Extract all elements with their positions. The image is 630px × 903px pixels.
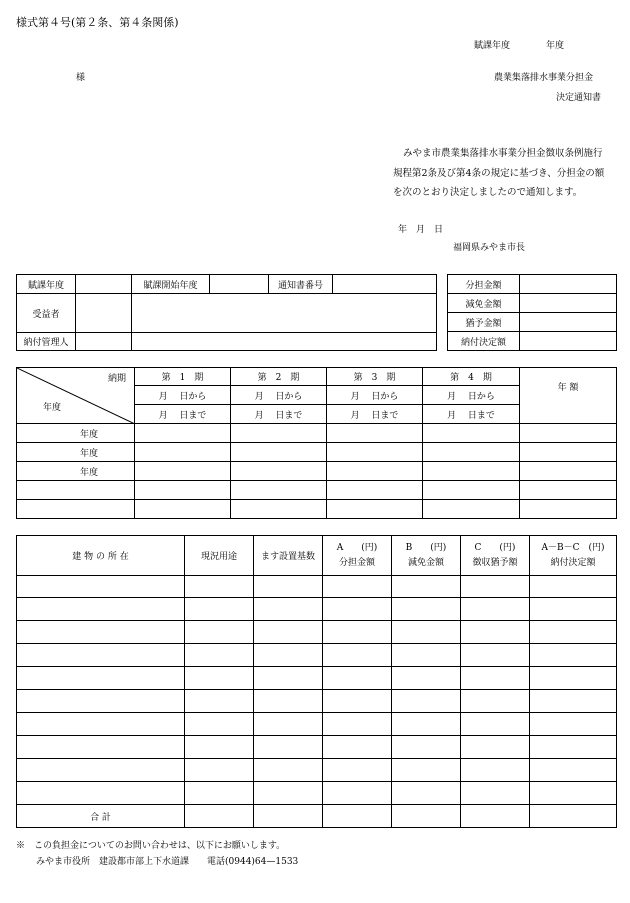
col-b-header [392, 536, 461, 576]
deferral-label: 猶予金額 [448, 313, 520, 332]
building-cell[interactable] [185, 713, 254, 736]
location-header: 建 物 の 所 在 [17, 536, 185, 576]
table-row [17, 736, 617, 759]
beneficiary-cell-2[interactable] [132, 294, 437, 333]
building-cell[interactable] [392, 598, 461, 621]
schedule-cell[interactable] [423, 443, 520, 462]
building-cell[interactable] [185, 598, 254, 621]
total-row [17, 805, 617, 828]
date-line: 年 月 日 [398, 225, 444, 235]
building-cell[interactable] [323, 782, 392, 805]
total-cell[interactable] [530, 805, 617, 828]
period-3-from: 月 日から [327, 386, 423, 405]
building-cell[interactable] [461, 621, 530, 644]
building-cell[interactable] [323, 598, 392, 621]
building-cell[interactable] [461, 736, 530, 759]
building-cell[interactable] [17, 759, 185, 782]
annual-header: 年 額 [520, 368, 617, 424]
building-cell[interactable] [461, 576, 530, 598]
schedule-cell[interactable] [135, 462, 231, 481]
building-cell[interactable] [392, 621, 461, 644]
form-title: 様式第４号(第２条、第４条関係) [16, 16, 179, 29]
building-cell[interactable] [185, 736, 254, 759]
building-cell[interactable] [323, 736, 392, 759]
table-row [17, 462, 617, 481]
doc-title-line1: 農業集落排水事業分担金 [494, 73, 594, 83]
total-cell[interactable] [392, 805, 461, 828]
notice-no-cell[interactable] [333, 275, 437, 294]
building-cell[interactable] [17, 782, 185, 805]
building-cell[interactable] [530, 576, 617, 598]
fiscal-year-suffix: 年度 [546, 41, 565, 51]
building-cell[interactable] [17, 690, 185, 713]
payment-manager-cell-2[interactable] [132, 333, 437, 351]
building-cell[interactable] [461, 667, 530, 690]
schedule-cell[interactable] [520, 443, 617, 462]
table-row [17, 713, 617, 736]
schedule-cell[interactable] [520, 462, 617, 481]
payment-manager-header: 納付管理人 [17, 333, 76, 351]
payment-decision-cell[interactable] [520, 332, 617, 351]
building-cell[interactable] [530, 782, 617, 805]
schedule-cell[interactable] [327, 462, 423, 481]
schedule-cell[interactable] [520, 481, 617, 500]
building-cell[interactable] [530, 759, 617, 782]
schedule-cell[interactable] [231, 481, 327, 500]
col-a-head: A (円) [336, 542, 378, 553]
table-row [17, 667, 617, 690]
schedule-diagonal-header [17, 368, 135, 424]
schedule-cell[interactable] [17, 481, 135, 500]
col-b-head: B (円) [405, 542, 447, 553]
building-cell[interactable] [392, 736, 461, 759]
period-4-from: 月 日から [423, 386, 520, 405]
schedule-cell[interactable] [135, 481, 231, 500]
building-cell[interactable] [323, 713, 392, 736]
building-cell[interactable] [461, 782, 530, 805]
table-row [17, 424, 617, 443]
building-cell[interactable] [323, 621, 392, 644]
fiscal-year-label: 賦課年度 [474, 41, 511, 51]
total-label: 合 計 [17, 805, 185, 828]
notice-no-header: 通知書番号 [269, 275, 333, 294]
building-cell[interactable] [392, 759, 461, 782]
schedule-cell[interactable] [231, 424, 327, 443]
building-cell[interactable] [185, 644, 254, 667]
building-cell[interactable] [323, 759, 392, 782]
body-line-2: 規程第2条及び第4条の規定に基づき、分担金の額 [393, 168, 605, 179]
period-1-header: 第 1 期 [135, 368, 231, 386]
col-a-header [323, 536, 392, 576]
schedule-cell[interactable] [327, 424, 423, 443]
schedule-cell[interactable] [327, 443, 423, 462]
schedule-cell[interactable] [423, 481, 520, 500]
start-year-cell[interactable] [210, 275, 269, 294]
building-cell[interactable] [461, 690, 530, 713]
building-cell[interactable] [530, 667, 617, 690]
building-cell[interactable] [185, 690, 254, 713]
period-4-header: 第 4 期 [423, 368, 520, 386]
addressee-suffix: 様 [76, 73, 86, 83]
building-cell[interactable] [185, 782, 254, 805]
building-cell[interactable] [392, 644, 461, 667]
schedule-cell[interactable] [327, 481, 423, 500]
table-row [17, 500, 617, 519]
building-cell[interactable] [17, 667, 185, 690]
table-row [17, 481, 617, 500]
building-cell[interactable] [254, 598, 323, 621]
building-cell[interactable] [17, 644, 185, 667]
diag-bottom-label: 年度 [43, 403, 62, 413]
schedule-cell[interactable] [520, 424, 617, 443]
col-c-header [461, 536, 530, 576]
total-cell[interactable] [461, 805, 530, 828]
diag-top-label: 納期 [107, 374, 126, 384]
building-cell[interactable] [17, 736, 185, 759]
schedule-cell[interactable] [135, 443, 231, 462]
deferral-cell[interactable] [520, 313, 617, 332]
footer-note: ※ この負担金についてのお問い合わせは、以下にお願いします。 [16, 841, 286, 851]
building-cell[interactable] [185, 576, 254, 598]
info-table [16, 274, 437, 351]
period-3-to: 月 日まで [327, 405, 423, 424]
schedule-cell[interactable] [231, 462, 327, 481]
table-row [17, 576, 617, 598]
building-cell[interactable] [254, 667, 323, 690]
body-line-3: を次のとおり決定しましたので通知します。 [393, 187, 583, 198]
building-cell[interactable] [254, 621, 323, 644]
period-2-to: 月 日まで [231, 405, 327, 424]
beneficiary-cell-1[interactable] [76, 294, 132, 333]
start-year-header: 賦課開始年度 [132, 275, 210, 294]
col-d-name: 納付決定額 [550, 557, 596, 568]
building-cell[interactable] [323, 667, 392, 690]
total-cell[interactable] [254, 805, 323, 828]
building-cell[interactable] [17, 598, 185, 621]
building-cell[interactable] [17, 621, 185, 644]
building-cell[interactable] [461, 644, 530, 667]
building-cell[interactable] [323, 644, 392, 667]
fiscal-year-header: 賦課年度 [17, 275, 76, 294]
building-cell[interactable] [17, 576, 185, 598]
col-c-head: C (円) [474, 542, 516, 553]
building-cell[interactable] [323, 690, 392, 713]
building-cell[interactable] [254, 713, 323, 736]
row-year-label: 年度 [17, 462, 135, 481]
usage-header: 現況用途 [185, 536, 254, 576]
building-cell[interactable] [530, 690, 617, 713]
payment-decision-label: 納付決定額 [448, 332, 520, 351]
amount-cell[interactable] [520, 275, 617, 294]
table-row [17, 621, 617, 644]
table-row [17, 443, 617, 462]
building-cell[interactable] [254, 759, 323, 782]
schedule-cell[interactable] [423, 462, 520, 481]
building-cell[interactable] [17, 713, 185, 736]
building-cell[interactable] [392, 782, 461, 805]
table-row [17, 598, 617, 621]
payment-manager-cell-1[interactable] [76, 333, 132, 351]
building-cell[interactable] [254, 690, 323, 713]
schedule-cell[interactable] [423, 424, 520, 443]
period-3-header: 第 3 期 [327, 368, 423, 386]
building-cell[interactable] [323, 576, 392, 598]
total-cell[interactable] [323, 805, 392, 828]
table-row [17, 690, 617, 713]
building-cell[interactable] [185, 621, 254, 644]
row-year-label: 年度 [17, 424, 135, 443]
footer-contact: みやま市役所 建設都市部上下水道課 電話(0944)64—1533 [36, 857, 299, 867]
building-cell[interactable] [185, 759, 254, 782]
building-cell[interactable] [530, 644, 617, 667]
building-table [16, 535, 617, 828]
building-cell[interactable] [392, 713, 461, 736]
col-b-name: 減免金額 [407, 557, 444, 568]
period-1-from: 月 日から [135, 386, 231, 405]
amount-label: 分担金額 [448, 275, 520, 294]
building-cell[interactable] [530, 598, 617, 621]
building-cell[interactable] [461, 759, 530, 782]
building-cell[interactable] [392, 576, 461, 598]
schedule-cell[interactable] [135, 500, 231, 519]
col-a-name: 分担金額 [338, 557, 375, 568]
fiscal-year-cell[interactable] [76, 275, 132, 294]
table-row [17, 644, 617, 667]
table-row [17, 759, 617, 782]
building-cell[interactable] [461, 713, 530, 736]
building-cell[interactable] [392, 667, 461, 690]
period-4-to: 月 日まで [423, 405, 520, 424]
table-row [17, 782, 617, 805]
col-d-header [530, 536, 617, 576]
building-cell[interactable] [392, 690, 461, 713]
building-cell[interactable] [185, 667, 254, 690]
col-c-name: 徴収猶予額 [472, 557, 518, 568]
building-cell[interactable] [461, 598, 530, 621]
building-cell[interactable] [254, 782, 323, 805]
period-2-header: 第 2 期 [231, 368, 327, 386]
building-cell[interactable] [254, 576, 323, 598]
schedule-cell[interactable] [231, 500, 327, 519]
schedule-cell[interactable] [423, 500, 520, 519]
basins-header: ます設置基数 [254, 536, 323, 576]
beneficiary-header: 受益者 [17, 294, 76, 333]
building-cell[interactable] [530, 713, 617, 736]
row-year-label: 年度 [17, 443, 135, 462]
total-cell[interactable] [185, 805, 254, 828]
schedule-table [16, 367, 617, 519]
issuer: 福岡県みやま市長 [453, 243, 526, 253]
building-cell[interactable] [254, 644, 323, 667]
schedule-cell[interactable] [327, 500, 423, 519]
amount-table [447, 274, 617, 351]
building-cell[interactable] [254, 736, 323, 759]
exemption-label: 減免金額 [448, 294, 520, 313]
building-cell[interactable] [530, 736, 617, 759]
period-2-from: 月 日から [231, 386, 327, 405]
schedule-cell[interactable] [231, 443, 327, 462]
col-d-head: A－B－C (円) [541, 542, 605, 553]
period-1-to: 月 日まで [135, 405, 231, 424]
schedule-cell[interactable] [17, 500, 135, 519]
exemption-cell[interactable] [520, 294, 617, 313]
schedule-cell[interactable] [520, 500, 617, 519]
building-cell[interactable] [530, 621, 617, 644]
doc-title-line2: 決定通知書 [556, 93, 602, 103]
schedule-cell[interactable] [135, 424, 231, 443]
body-line-1: みやま市農業集落排水事業分担金徴収条例施行 [403, 148, 603, 159]
